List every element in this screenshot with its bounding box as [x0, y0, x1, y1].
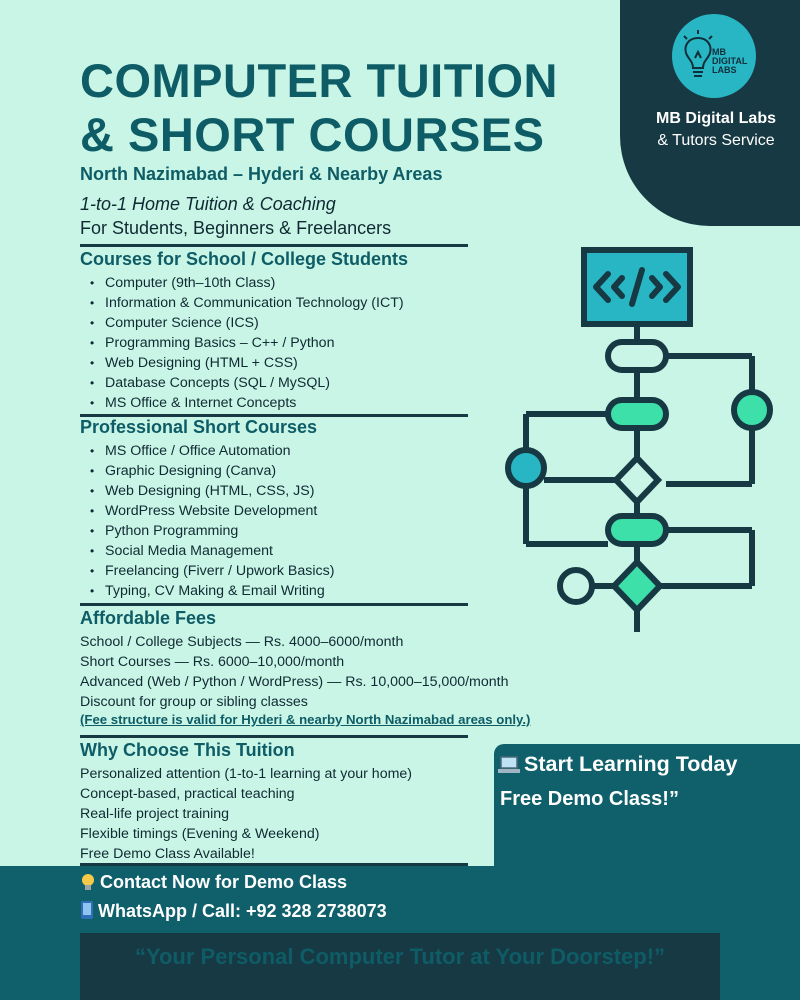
why-line: Flexible timings (Evening & Weekend) [80, 826, 320, 842]
list-item: • WordPress Website Development [90, 501, 334, 521]
mobile-phone-icon [80, 900, 94, 920]
list-item: • Web Designing (HTML, CSS, JS) [90, 481, 334, 501]
school-courses-title: Courses for School / College Students [80, 249, 409, 269]
service-area: North Nazimabad – Hyderi & Nearby Areas [80, 164, 443, 184]
school-courses-list [90, 273, 404, 413]
fee-line: Advanced (Web / Python / WordPress) — Rs. 10,000–15,000/month [80, 674, 509, 690]
divider [80, 603, 468, 606]
list-item: • MS Office / Office Automation [90, 441, 334, 461]
laptop-icon [498, 756, 520, 774]
list-item: • Database Concepts (SQL / MySQL) [90, 373, 404, 393]
fees-title: Affordable Fees [80, 608, 217, 628]
slogan-text: “Your Personal Computer Tutor at Your Doorstep!” [134, 944, 666, 969]
title-line-2: & SHORT COURSES [80, 108, 545, 161]
list-item: • MS Office & Internet Concepts [90, 393, 404, 413]
brand-subtitle: & Tutors Service [657, 132, 775, 149]
list-item: • Python Programming [90, 521, 334, 541]
fee-line: School / College Subjects — Rs. 4000–6000/month [80, 634, 404, 650]
flowchart-illustration [500, 236, 790, 646]
list-item: • Programming Basics – C++ / Python [90, 333, 404, 353]
list-item: • Social Media Management [90, 541, 334, 561]
fee-line: Discount for group or sibling classes [80, 694, 308, 710]
audience: For Students, Beginners & Freelancers [80, 218, 392, 238]
lightbulb-icon [680, 28, 716, 84]
contact-demo: Contact Now for Demo Class [80, 872, 347, 893]
page-title [80, 54, 558, 162]
fee-line: Short Courses — Rs. 6000–10,000/month [80, 654, 345, 670]
list-item: • Typing, CV Making & Email Writing [90, 581, 334, 601]
why-line: Free Demo Class Available! [80, 846, 255, 862]
brand-logo [672, 14, 756, 98]
contact-phone[interactable]: WhatsApp / Call: +92 328 2738073 [80, 900, 387, 922]
list-item: • Graphic Designing (Canva) [90, 461, 334, 481]
short-courses-title: Professional Short Courses [80, 417, 318, 437]
lightbulb-icon [80, 873, 96, 891]
divider [80, 735, 468, 738]
list-item: • Web Designing (HTML + CSS) [90, 353, 404, 373]
fees-list [80, 632, 508, 712]
divider [80, 244, 468, 247]
list-item: • Information & Communication Technology (ICT) [90, 293, 404, 313]
cta-headline: Start Learning Today [498, 752, 737, 777]
list-item: • Freelancing (Fiverr / Upwork Basics) [90, 561, 334, 581]
list-item: • Computer (9th–10th Class) [90, 273, 404, 293]
fees-note: (Fee structure is valid for Hyderi & nearby North Nazimabad areas only.) [80, 712, 531, 727]
list-item: • Computer Science (ICS) [90, 313, 404, 333]
tagline: 1-to-1 Home Tuition & Coaching [80, 194, 336, 214]
title-line-1: COMPUTER TUITION [80, 54, 558, 107]
brand-name: MB Digital Labs [655, 110, 776, 127]
why-list [80, 764, 412, 864]
why-title: Why Choose This Tuition [80, 740, 295, 760]
logo-text: MB DIGITAL LABS [712, 47, 748, 75]
short-courses-list [90, 441, 334, 601]
why-line: Concept-based, practical teaching [80, 786, 295, 802]
cta-subline: Free Demo Class!” [500, 788, 679, 810]
why-line: Personalized attention (1-to-1 learning at your home) [80, 766, 413, 782]
why-line: Real-life project training [80, 806, 230, 822]
